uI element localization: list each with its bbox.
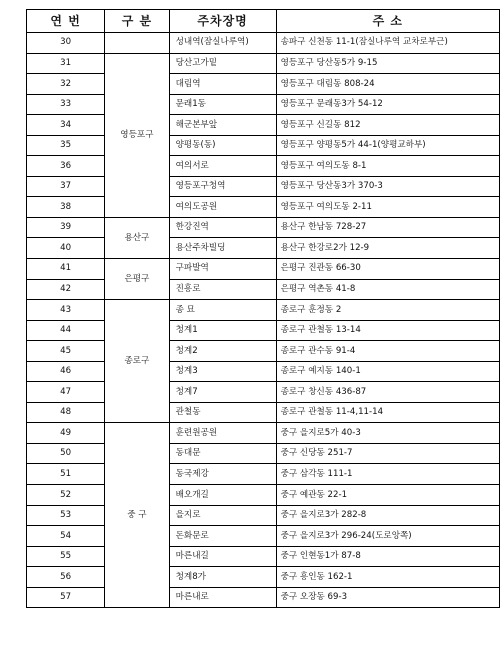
cell-address: 중구 신당동 251-7 — [276, 443, 499, 464]
cell-address: 용산구 한강로2가 12-9 — [276, 238, 499, 259]
cell-address: 은평구 역촌동 41-8 — [276, 279, 499, 300]
cell-address: 은평구 진관동 66-30 — [276, 259, 499, 280]
cell-parking-name: 청계3 — [169, 361, 276, 382]
cell-parking-name: 성내역(잠실나루역) — [169, 33, 276, 54]
cell-no: 34 — [27, 115, 105, 136]
table-body — [27, 33, 500, 608]
table-row — [27, 53, 500, 74]
cell-no: 35 — [27, 135, 105, 156]
cell-address: 송파구 신천동 11-1(잠실나루역 교차로부근) — [276, 33, 499, 54]
cell-parking-name: 마른내로 — [169, 587, 276, 608]
cell-address: 종로구 창신동 436-87 — [276, 382, 499, 403]
table-row — [27, 567, 500, 588]
cell-no: 54 — [27, 526, 105, 547]
cell-division: 종로구 — [105, 300, 169, 423]
cell-no: 43 — [27, 300, 105, 321]
cell-no: 50 — [27, 443, 105, 464]
cell-address: 영등포구 대림동 808-24 — [276, 74, 499, 95]
header-division: 구 분 — [105, 10, 169, 33]
cell-address: 영등포구 양평동5가 44-1(양평교하부) — [276, 135, 499, 156]
cell-parking-name: 마른내길 — [169, 546, 276, 567]
table-header-row — [27, 10, 500, 33]
table-row — [27, 300, 500, 321]
table-row — [27, 361, 500, 382]
cell-address: 중구 예관동 22-1 — [276, 485, 499, 506]
table-row — [27, 33, 500, 54]
cell-parking-name: 관철동 — [169, 402, 276, 423]
cell-division — [105, 33, 169, 54]
cell-no: 33 — [27, 94, 105, 115]
cell-address: 중구 오장동 69-3 — [276, 587, 499, 608]
cell-address: 중구 삼각동 111-1 — [276, 464, 499, 485]
cell-address: 종로구 관수동 91-4 — [276, 341, 499, 362]
table-row — [27, 443, 500, 464]
cell-no: 38 — [27, 197, 105, 218]
cell-no: 40 — [27, 238, 105, 259]
cell-no: 51 — [27, 464, 105, 485]
table-row — [27, 382, 500, 403]
table-row — [27, 156, 500, 177]
cell-no: 45 — [27, 341, 105, 362]
table-row — [27, 74, 500, 95]
cell-division: 중 구 — [105, 423, 169, 608]
cell-no: 49 — [27, 423, 105, 444]
cell-parking-name: 영등포구청역 — [169, 176, 276, 197]
cell-no: 57 — [27, 587, 105, 608]
cell-division: 영등포구 — [105, 53, 169, 217]
cell-division: 용산구 — [105, 217, 169, 258]
table-row — [27, 546, 500, 567]
cell-address: 종로구 관철동 11-4,11-14 — [276, 402, 499, 423]
table-row — [27, 505, 500, 526]
table-row — [27, 115, 500, 136]
cell-no: 44 — [27, 320, 105, 341]
cell-parking-name: 청계1 — [169, 320, 276, 341]
cell-address: 영등포구 문래동3가 54-12 — [276, 94, 499, 115]
cell-parking-name: 한강진역 — [169, 217, 276, 238]
cell-no: 47 — [27, 382, 105, 403]
table-row — [27, 135, 500, 156]
cell-address: 종로구 예지동 140-1 — [276, 361, 499, 382]
cell-no: 39 — [27, 217, 105, 238]
cell-address: 영등포구 여의도동 2-11 — [276, 197, 499, 218]
cell-no: 46 — [27, 361, 105, 382]
table-row — [27, 423, 500, 444]
cell-parking-name: 해군본부앞 — [169, 115, 276, 136]
cell-address: 영등포구 신길동 812 — [276, 115, 499, 136]
header-address: 주 소 — [276, 10, 499, 33]
header-name: 주차장명 — [169, 10, 276, 33]
cell-parking-name: 당산고가밑 — [169, 53, 276, 74]
cell-parking-name: 청계8가 — [169, 567, 276, 588]
cell-no: 36 — [27, 156, 105, 177]
cell-parking-name: 을지로 — [169, 505, 276, 526]
table-row — [27, 464, 500, 485]
cell-address: 중구 을지로3가 282-8 — [276, 505, 499, 526]
cell-parking-name: 훈련원공원 — [169, 423, 276, 444]
cell-no: 48 — [27, 402, 105, 423]
cell-parking-name: 배오개길 — [169, 485, 276, 506]
cell-address: 용산구 한남동 728-27 — [276, 217, 499, 238]
cell-address: 중구 흥인동 162-1 — [276, 567, 499, 588]
cell-address: 종로구 훈정동 2 — [276, 300, 499, 321]
table-row — [27, 341, 500, 362]
cell-parking-name: 양평동(동) — [169, 135, 276, 156]
cell-parking-name: 청계2 — [169, 341, 276, 362]
cell-no: 41 — [27, 259, 105, 280]
cell-address: 중구 을지로5가 40-3 — [276, 423, 499, 444]
cell-no: 56 — [27, 567, 105, 588]
table-row — [27, 485, 500, 506]
cell-address: 종로구 관철동 13-14 — [276, 320, 499, 341]
cell-parking-name: 종 묘 — [169, 300, 276, 321]
cell-parking-name: 문래1동 — [169, 94, 276, 115]
cell-parking-name: 용산주차빌딩 — [169, 238, 276, 259]
table-row — [27, 587, 500, 608]
cell-parking-name: 여의도공원 — [169, 197, 276, 218]
cell-division: 은평구 — [105, 259, 169, 300]
cell-no: 30 — [27, 33, 105, 54]
parking-lot-table — [26, 9, 500, 608]
cell-no: 52 — [27, 485, 105, 506]
cell-parking-name: 동대문 — [169, 443, 276, 464]
cell-address: 영등포구 당산동3가 370-3 — [276, 176, 499, 197]
cell-parking-name: 동국제강 — [169, 464, 276, 485]
table-row — [27, 320, 500, 341]
cell-parking-name: 여의서로 — [169, 156, 276, 177]
cell-address: 영등포구 여의도동 8-1 — [276, 156, 499, 177]
table-row — [27, 94, 500, 115]
table-row — [27, 197, 500, 218]
cell-parking-name: 구파발역 — [169, 259, 276, 280]
table-row — [27, 217, 500, 238]
cell-no: 42 — [27, 279, 105, 300]
cell-address: 중구 을지로3가 296-24(도로앙쪽) — [276, 526, 499, 547]
header-no: 연 번 — [27, 10, 105, 33]
cell-parking-name: 청계7 — [169, 382, 276, 403]
cell-parking-name: 돈화문로 — [169, 526, 276, 547]
table-row — [27, 259, 500, 280]
cell-no: 37 — [27, 176, 105, 197]
cell-parking-name: 대림역 — [169, 74, 276, 95]
table-row — [27, 526, 500, 547]
cell-address: 중구 인현동1가 87-8 — [276, 546, 499, 567]
cell-no: 55 — [27, 546, 105, 567]
cell-no: 53 — [27, 505, 105, 526]
cell-address: 영등포구 당산동5가 9-15 — [276, 53, 499, 74]
table-row — [27, 176, 500, 197]
cell-no: 32 — [27, 74, 105, 95]
cell-parking-name: 진흥로 — [169, 279, 276, 300]
cell-no: 31 — [27, 53, 105, 74]
table-row — [27, 238, 500, 259]
table-row — [27, 279, 500, 300]
table-row — [27, 402, 500, 423]
